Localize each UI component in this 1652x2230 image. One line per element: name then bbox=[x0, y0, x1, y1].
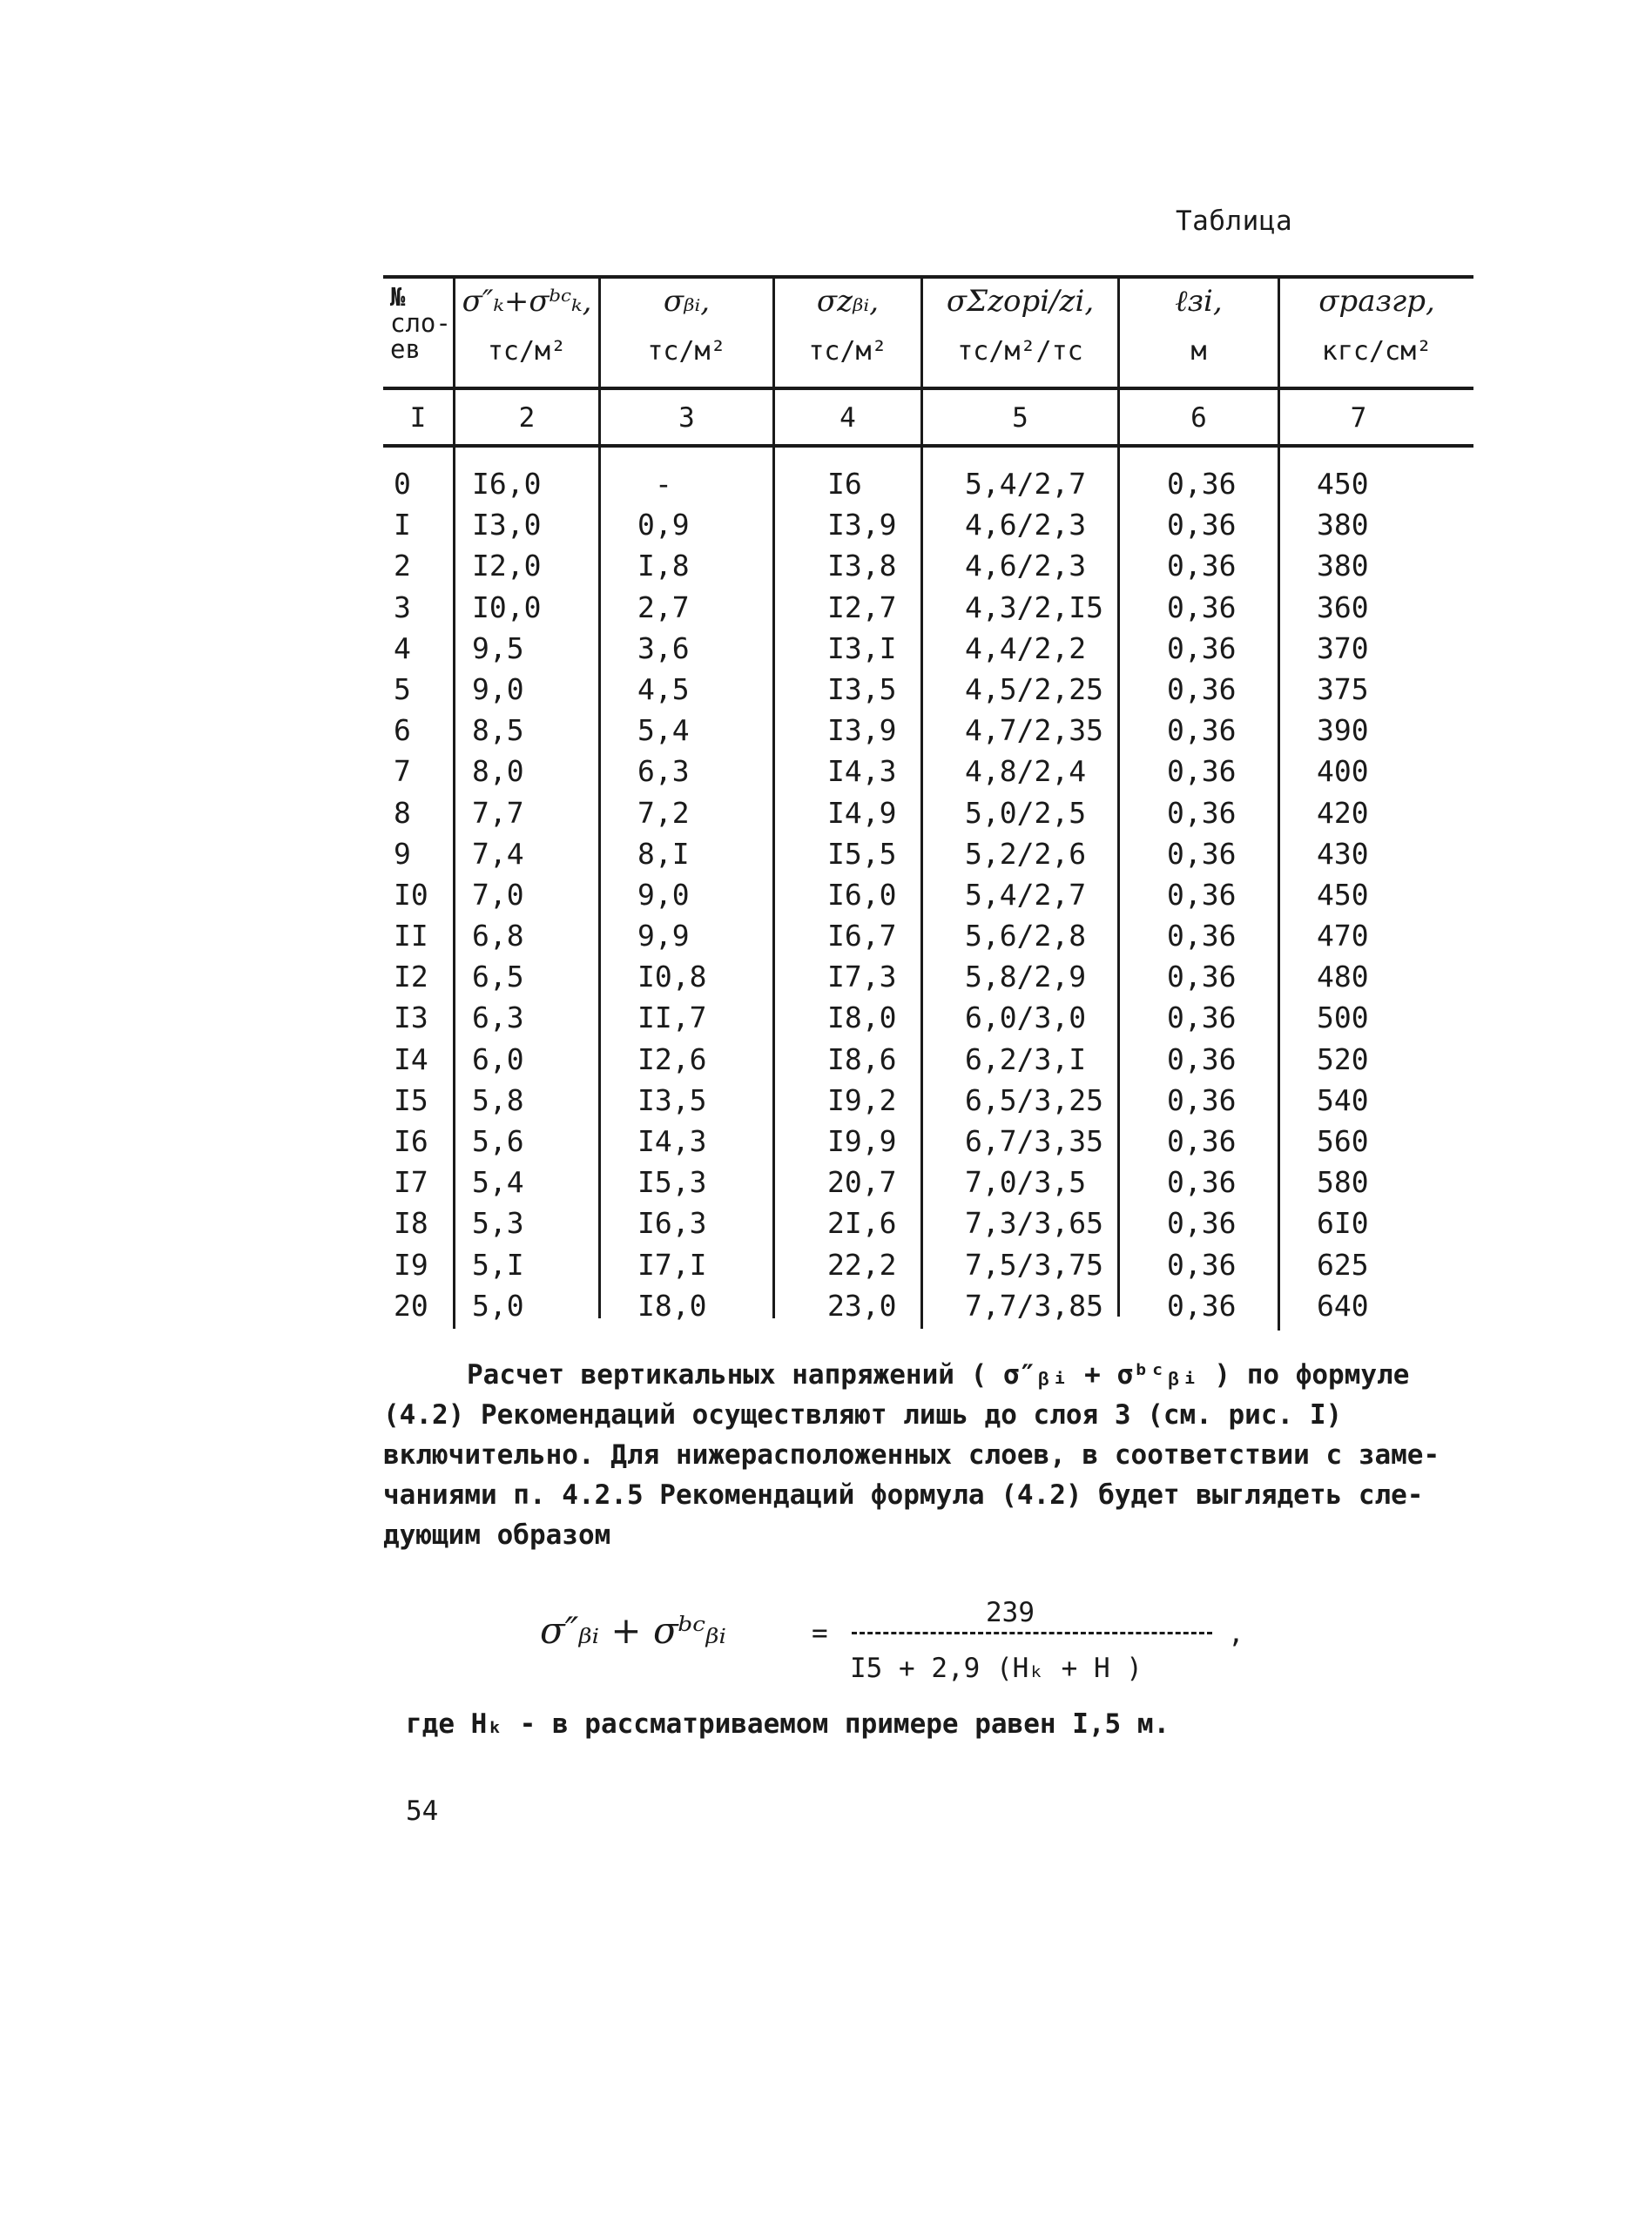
cell-stress-ratio: 6,7/3,35 bbox=[965, 1124, 1103, 1158]
cell-layer: I8 bbox=[394, 1206, 428, 1241]
cell-layer: II bbox=[394, 919, 428, 953]
cell-stress-zbi: 23,0 bbox=[827, 1288, 897, 1323]
cell-layer: I2 bbox=[394, 960, 428, 994]
formula-lhs: σ″ᵦᵢ + σᵇᶜᵦᵢ bbox=[540, 1609, 726, 1652]
cell-unloading: 390 bbox=[1317, 713, 1369, 748]
cell-stress-sum: 8,5 bbox=[472, 713, 524, 748]
header-unloading-stress bbox=[1280, 279, 1473, 387]
cell-thickness: 0,36 bbox=[1167, 1000, 1237, 1035]
header-layer-line1: сло- bbox=[390, 308, 451, 338]
cell-stress-ratio: 4,5/2,25 bbox=[965, 671, 1103, 706]
cell-stress-sum: 5,8 bbox=[472, 1082, 524, 1117]
cell-stress-zbi: I3,8 bbox=[827, 549, 897, 583]
stress-sum-unit: тс/м² bbox=[487, 336, 567, 367]
formula-equals: = bbox=[812, 1618, 828, 1649]
cell-stress-zbi: 2I,6 bbox=[827, 1206, 897, 1241]
table-row bbox=[383, 751, 1473, 792]
cell-thickness: 0,36 bbox=[1167, 1247, 1237, 1282]
cell-stress-zbi: 20,7 bbox=[827, 1165, 897, 1200]
cell-stress-zbi: I3,9 bbox=[827, 713, 897, 748]
cell-stress-sum: I3,0 bbox=[472, 508, 542, 542]
cell-thickness: 0,36 bbox=[1167, 671, 1237, 706]
cell-stress-ratio: 5,8/2,9 bbox=[965, 960, 1087, 994]
cell-stress-sum: 7,0 bbox=[472, 877, 524, 912]
table-row bbox=[383, 1162, 1473, 1203]
stress-sum-symbol: σ″ₖ+σᵇᶜₖ, bbox=[462, 284, 592, 319]
number-sign: № bbox=[390, 282, 406, 312]
table-row bbox=[383, 997, 1473, 1038]
column-number: 3 bbox=[678, 402, 695, 434]
cell-unloading: 370 bbox=[1317, 630, 1369, 665]
cell-stress-bi: 0,9 bbox=[637, 508, 690, 542]
stress-bi-unit: тс/м² bbox=[647, 336, 726, 367]
cell-stress-sum: 9,5 bbox=[472, 630, 524, 665]
cell-stress-ratio: 5,6/2,8 bbox=[965, 919, 1087, 953]
cell-unloading: 6I0 bbox=[1317, 1206, 1369, 1241]
cell-stress-ratio: 7,3/3,65 bbox=[965, 1206, 1103, 1241]
cell-stress-sum: 7,7 bbox=[472, 795, 524, 830]
cell-layer: 5 bbox=[394, 671, 411, 706]
cell-unloading: 375 bbox=[1317, 671, 1369, 706]
fraction-line bbox=[852, 1632, 1212, 1634]
cell-layer: I5 bbox=[394, 1082, 428, 1117]
column-number: 4 bbox=[839, 402, 856, 434]
cell-unloading: 380 bbox=[1317, 508, 1369, 542]
cell-stress-bi: I7,I bbox=[637, 1247, 707, 1282]
cell-stress-zbi: I9,2 bbox=[827, 1082, 897, 1117]
cell-unloading: 450 bbox=[1317, 877, 1369, 912]
cell-stress-ratio: 6,5/3,25 bbox=[965, 1082, 1103, 1117]
cell-stress-zbi: I3,9 bbox=[827, 508, 897, 542]
table-row bbox=[383, 1244, 1473, 1285]
cell-stress-sum: 6,0 bbox=[472, 1041, 524, 1076]
cell-thickness: 0,36 bbox=[1167, 795, 1237, 830]
cell-stress-bi: - bbox=[655, 467, 672, 501]
cell-stress-zbi: I5,5 bbox=[827, 836, 897, 871]
cell-stress-ratio: 5,4/2,7 bbox=[965, 467, 1087, 501]
cell-stress-bi: I5,3 bbox=[637, 1165, 707, 1200]
cell-stress-ratio: 6,0/3,0 bbox=[965, 1000, 1087, 1035]
stress-zbi-unit: тс/м² bbox=[808, 336, 887, 367]
cell-stress-sum: 5,3 bbox=[472, 1206, 524, 1241]
table-row bbox=[383, 956, 1473, 997]
cell-thickness: 0,36 bbox=[1167, 1288, 1237, 1323]
cell-stress-bi: 9,0 bbox=[637, 877, 690, 912]
cell-stress-bi: I3,5 bbox=[637, 1082, 707, 1117]
table-row bbox=[383, 1080, 1473, 1121]
cell-thickness: 0,36 bbox=[1167, 754, 1237, 789]
cell-unloading: 420 bbox=[1317, 795, 1369, 830]
cell-stress-zbi: I2,7 bbox=[827, 590, 897, 624]
cell-layer: 9 bbox=[394, 836, 411, 871]
cell-stress-bi: I2,6 bbox=[637, 1041, 707, 1076]
table-row bbox=[383, 504, 1473, 545]
cell-stress-zbi: I7,3 bbox=[827, 960, 897, 994]
column-number: 2 bbox=[518, 402, 536, 434]
paragraph-line: Расчет вертикальных напряжений ( σ″ᵦᵢ + σᵇᶜᵦᵢ ) по формуле bbox=[467, 1359, 1410, 1391]
table-row bbox=[383, 1203, 1473, 1243]
cell-layer: I bbox=[394, 508, 411, 542]
table-row bbox=[383, 833, 1473, 874]
cell-stress-sum: 6,3 bbox=[472, 1000, 524, 1035]
column-numbers-rule bbox=[383, 444, 1473, 448]
cell-thickness: 0,36 bbox=[1167, 630, 1237, 665]
column-number: 7 bbox=[1350, 402, 1367, 434]
cell-thickness: 0,36 bbox=[1167, 549, 1237, 583]
cell-stress-ratio: 5,4/2,7 bbox=[965, 877, 1087, 912]
paragraph-line: чаниями п. 4.2.5 Рекомендаций формула (4.2) будет выглядеть сле- bbox=[383, 1479, 1424, 1511]
cell-unloading: 430 bbox=[1317, 836, 1369, 871]
cell-stress-bi: I4,3 bbox=[637, 1124, 707, 1158]
cell-stress-sum: 5,4 bbox=[472, 1165, 524, 1200]
cell-stress-sum: 9,0 bbox=[472, 671, 524, 706]
table-body bbox=[383, 463, 1473, 1326]
header-layer-number bbox=[383, 279, 458, 387]
cell-stress-bi: 3,6 bbox=[637, 630, 690, 665]
cell-stress-bi: I6,3 bbox=[637, 1206, 707, 1241]
cell-layer: I9 bbox=[394, 1247, 428, 1282]
cell-thickness: 0,36 bbox=[1167, 590, 1237, 624]
cell-thickness: 0,36 bbox=[1167, 836, 1237, 871]
cell-stress-ratio: 7,5/3,75 bbox=[965, 1247, 1103, 1282]
layer-thickness-unit: м bbox=[1190, 336, 1207, 367]
cell-stress-ratio: 7,7/3,85 bbox=[965, 1288, 1103, 1323]
cell-stress-ratio: 4,3/2,I5 bbox=[965, 590, 1103, 624]
cell-stress-sum: 7,4 bbox=[472, 836, 524, 871]
cell-stress-bi: II,7 bbox=[637, 1000, 707, 1035]
cell-stress-ratio: 7,0/3,5 bbox=[965, 1165, 1087, 1200]
cell-thickness: 0,36 bbox=[1167, 1165, 1237, 1200]
stress-zbi-symbol: σzᵦᵢ, bbox=[816, 284, 880, 319]
table-row bbox=[383, 710, 1473, 751]
table-header bbox=[383, 279, 1473, 387]
cell-stress-sum: 5,0 bbox=[472, 1288, 524, 1323]
table-row bbox=[383, 1121, 1473, 1162]
header-layer-line2: ев bbox=[390, 334, 421, 364]
cell-thickness: 0,36 bbox=[1167, 467, 1237, 501]
formula-comma: , bbox=[1228, 1618, 1244, 1649]
cell-thickness: 0,36 bbox=[1167, 1206, 1237, 1241]
table-row bbox=[383, 792, 1473, 833]
header-stress-ratio bbox=[923, 279, 1117, 387]
table-caption: Таблица bbox=[1176, 205, 1293, 237]
cell-thickness: 0,36 bbox=[1167, 508, 1237, 542]
layer-thickness-symbol: ℓзi, bbox=[1175, 284, 1223, 319]
cell-stress-ratio: 5,2/2,6 bbox=[965, 836, 1087, 871]
unloading-stress-unit: кгс/см² bbox=[1321, 336, 1433, 367]
table-row bbox=[383, 874, 1473, 915]
cell-thickness: 0,36 bbox=[1167, 1041, 1237, 1076]
header-stress-zbi bbox=[775, 279, 920, 387]
header-stress-bi bbox=[601, 279, 772, 387]
cell-layer: I4 bbox=[394, 1041, 428, 1076]
table-row bbox=[383, 1039, 1473, 1080]
cell-unloading: 580 bbox=[1317, 1165, 1369, 1200]
cell-stress-bi: 6,3 bbox=[637, 754, 690, 789]
cell-thickness: 0,36 bbox=[1167, 919, 1237, 953]
cell-unloading: 500 bbox=[1317, 1000, 1369, 1035]
cell-stress-sum: 5,I bbox=[472, 1247, 524, 1282]
cell-stress-bi: 8,I bbox=[637, 836, 690, 871]
cell-stress-zbi: I6,7 bbox=[827, 919, 897, 953]
paragraph-line: дующим образом bbox=[383, 1519, 611, 1551]
formula-block bbox=[540, 1592, 1254, 1705]
cell-stress-ratio: 5,0/2,5 bbox=[965, 795, 1087, 830]
cell-stress-bi: 7,2 bbox=[637, 795, 690, 830]
cell-unloading: 520 bbox=[1317, 1041, 1369, 1076]
cell-unloading: 640 bbox=[1317, 1288, 1369, 1323]
unloading-stress-symbol: σразгр, bbox=[1318, 284, 1435, 319]
cell-stress-bi: 5,4 bbox=[637, 713, 690, 748]
cell-unloading: 480 bbox=[1317, 960, 1369, 994]
cell-thickness: 0,36 bbox=[1167, 1082, 1237, 1117]
cell-layer: 0 bbox=[394, 467, 411, 501]
cell-stress-zbi: 22,2 bbox=[827, 1247, 897, 1282]
column-numbers-row bbox=[383, 390, 1473, 444]
cell-stress-sum: I0,0 bbox=[472, 590, 542, 624]
cell-stress-sum: I2,0 bbox=[472, 549, 542, 583]
cell-stress-ratio: 6,2/3,I bbox=[965, 1041, 1087, 1076]
cell-stress-zbi: I8,6 bbox=[827, 1041, 897, 1076]
cell-unloading: 560 bbox=[1317, 1124, 1369, 1158]
page-number: 54 bbox=[406, 1795, 439, 1827]
cell-stress-ratio: 4,4/2,2 bbox=[965, 630, 1087, 665]
formula-numerator: 239 bbox=[986, 1597, 1035, 1628]
cell-stress-bi: I8,0 bbox=[637, 1288, 707, 1323]
table-row bbox=[383, 587, 1473, 628]
cell-unloading: 450 bbox=[1317, 467, 1369, 501]
cell-layer: 6 bbox=[394, 713, 411, 748]
cell-unloading: 540 bbox=[1317, 1082, 1369, 1117]
cell-layer: 20 bbox=[394, 1288, 428, 1323]
cell-stress-zbi: I6,0 bbox=[827, 877, 897, 912]
cell-stress-ratio: 4,7/2,35 bbox=[965, 713, 1103, 748]
formula-denominator: I5 + 2,9 (Hₖ + H ) bbox=[850, 1653, 1143, 1684]
cell-stress-zbi: I3,5 bbox=[827, 671, 897, 706]
cell-thickness: 0,36 bbox=[1167, 713, 1237, 748]
cell-unloading: 360 bbox=[1317, 590, 1369, 624]
column-number: 5 bbox=[1012, 402, 1028, 434]
table-row bbox=[383, 1285, 1473, 1326]
cell-stress-zbi: I4,3 bbox=[827, 754, 897, 789]
cell-layer: 3 bbox=[394, 590, 411, 624]
cell-stress-bi: I0,8 bbox=[637, 960, 707, 994]
cell-stress-ratio: 4,6/2,3 bbox=[965, 549, 1087, 583]
cell-stress-zbi: I6 bbox=[827, 467, 862, 501]
body-paragraph bbox=[383, 1355, 1472, 1555]
paragraph-line: включительно. Для нижерасположенных слоев, в соответствии с заме- bbox=[383, 1439, 1440, 1471]
cell-unloading: 400 bbox=[1317, 754, 1369, 789]
cell-stress-ratio: 4,8/2,4 bbox=[965, 754, 1087, 789]
cell-stress-zbi: I8,0 bbox=[827, 1000, 897, 1035]
table-row bbox=[383, 915, 1473, 956]
cell-layer: I7 bbox=[394, 1165, 428, 1200]
cell-stress-bi: I,8 bbox=[637, 549, 690, 583]
stress-ratio-unit: тс/м²/тс bbox=[957, 336, 1083, 367]
cell-stress-zbi: I4,9 bbox=[827, 795, 897, 830]
cell-stress-sum: 5,6 bbox=[472, 1124, 524, 1158]
cell-stress-sum: 8,0 bbox=[472, 754, 524, 789]
column-number: 6 bbox=[1190, 402, 1207, 434]
cell-stress-bi: 2,7 bbox=[637, 590, 690, 624]
cell-stress-ratio: 4,6/2,3 bbox=[965, 508, 1087, 542]
cell-unloading: 380 bbox=[1317, 549, 1369, 583]
cell-stress-sum: I6,0 bbox=[472, 467, 542, 501]
cell-layer: 7 bbox=[394, 754, 411, 789]
cell-unloading: 470 bbox=[1317, 919, 1369, 953]
cell-thickness: 0,36 bbox=[1167, 877, 1237, 912]
cell-layer: 2 bbox=[394, 549, 411, 583]
cell-layer: 4 bbox=[394, 630, 411, 665]
cell-stress-bi: 9,9 bbox=[637, 919, 690, 953]
table-row bbox=[383, 628, 1473, 669]
cell-layer: I6 bbox=[394, 1124, 428, 1158]
where-explanation: где Hₖ - в рассматриваемом примере равен I,5 м. bbox=[406, 1708, 1170, 1740]
paragraph-line: (4.2) Рекомендаций осуществляют лишь до слоя 3 (см. рис. I) bbox=[383, 1399, 1343, 1431]
cell-thickness: 0,36 bbox=[1167, 1124, 1237, 1158]
table-row bbox=[383, 669, 1473, 710]
column-number: I bbox=[409, 402, 427, 434]
table-row bbox=[383, 545, 1473, 586]
stress-ratio-symbol: σΣzорi/zi, bbox=[946, 284, 1095, 319]
cell-stress-sum: 6,5 bbox=[472, 960, 524, 994]
cell-layer: I0 bbox=[394, 877, 428, 912]
cell-stress-sum: 6,8 bbox=[472, 919, 524, 953]
header-stress-sum bbox=[455, 279, 598, 387]
cell-unloading: 625 bbox=[1317, 1247, 1369, 1282]
table-row bbox=[383, 463, 1473, 504]
cell-stress-zbi: I3,I bbox=[827, 630, 897, 665]
stress-bi-symbol: σᵦᵢ, bbox=[663, 284, 711, 319]
cell-stress-zbi: I9,9 bbox=[827, 1124, 897, 1158]
cell-stress-bi: 4,5 bbox=[637, 671, 690, 706]
cell-layer: 8 bbox=[394, 795, 411, 830]
cell-layer: I3 bbox=[394, 1000, 428, 1035]
cell-thickness: 0,36 bbox=[1167, 960, 1237, 994]
header-layer-thickness bbox=[1120, 279, 1278, 387]
